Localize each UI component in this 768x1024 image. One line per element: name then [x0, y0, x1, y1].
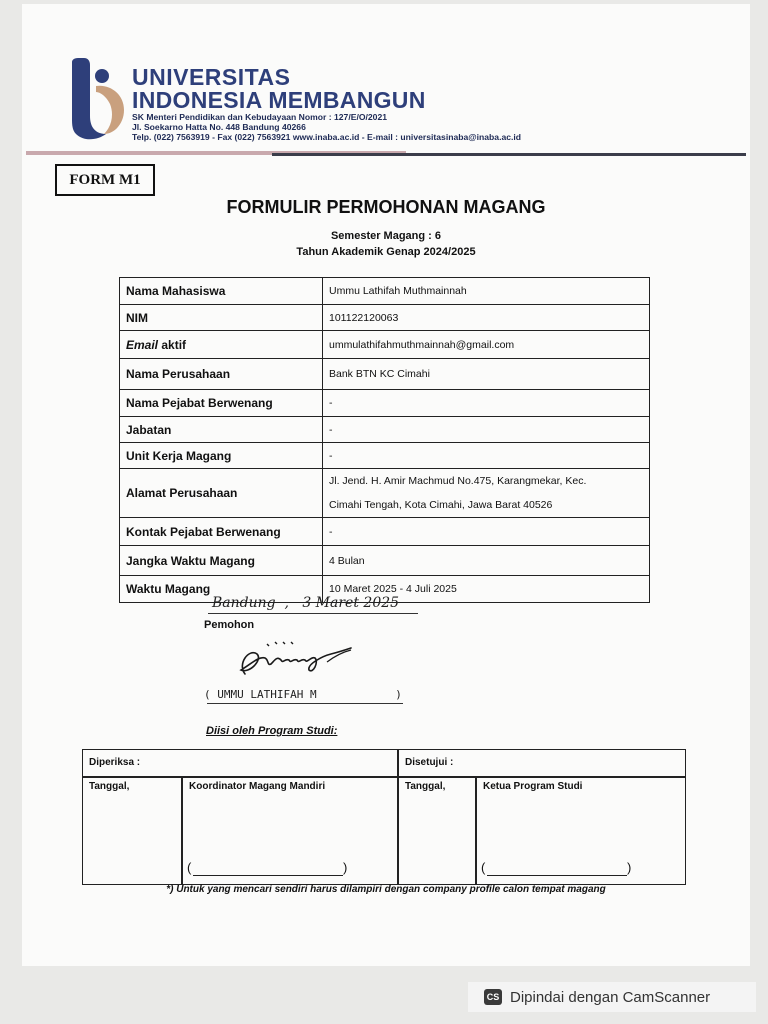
address-line-2: Cimahi Tengah, Kota Cimahi, Jawa Barat 40526	[329, 499, 553, 511]
table-row	[120, 518, 650, 546]
field-value: -	[323, 390, 650, 417]
field-label: Jangka Waktu Magang	[120, 546, 323, 576]
signature-place-date: Bandung , 3 Maret 2025	[212, 595, 400, 611]
field-label: Nama Pejabat Berwenang	[120, 390, 323, 417]
coordinator-close-paren: )	[343, 860, 348, 875]
academic-year-line: Tahun Akademik Genap 2024/2025	[296, 246, 476, 258]
checked-by-label: Diperiksa :	[89, 757, 141, 768]
camscanner-icon: CS	[484, 989, 502, 1005]
student-info-table	[119, 277, 650, 603]
field-label: NIM	[120, 305, 323, 331]
signature-date: 3 Maret 2025	[302, 595, 400, 611]
signature-place: Bandung	[212, 595, 276, 611]
table-row	[120, 469, 650, 518]
table-row	[120, 305, 650, 331]
table-row	[120, 546, 650, 576]
field-label: Unit Kerja Magang	[120, 443, 323, 469]
field-value-address	[323, 469, 650, 518]
field-label-email-em: Email	[126, 337, 159, 352]
university-logo	[66, 58, 136, 142]
applicant-name-underline	[207, 703, 403, 704]
field-value: -	[323, 417, 650, 443]
coordinator-label: Koordinator Magang Mandiri	[189, 781, 326, 792]
applicant-role-label: Pemohon	[204, 619, 255, 631]
field-label: Alamat Perusahaan	[120, 469, 323, 518]
signature-place-underline	[208, 613, 418, 614]
program-section-label: Diisi oleh Program Studi:	[206, 725, 338, 737]
address-line-1: Jl. Jend. H. Amir Machmud No.475, Karangmekar, Kec.	[329, 475, 587, 487]
field-label: Kontak Pejabat Berwenang	[120, 518, 323, 546]
university-address: Jl. Soekarno Hatta No. 448 Bandung 40266	[132, 122, 306, 132]
applicant-name-close-paren: )	[395, 688, 402, 701]
field-value: 101122120063	[323, 305, 650, 331]
document-title: FORMULIR PERMOHONAN MAGANG	[226, 197, 546, 217]
table-row	[120, 331, 650, 359]
field-value: 10 Maret 2025 - 4 Juli 2025	[323, 576, 650, 603]
table-row	[120, 359, 650, 390]
field-value: Ummu Lathifah Muthmainnah	[323, 278, 650, 305]
coordinator-open-paren: (	[187, 860, 192, 875]
head-close-paren: )	[627, 860, 632, 875]
approval-table	[82, 749, 686, 885]
field-label: Waktu Magang	[120, 576, 323, 603]
scanner-badge-text: Dipindai dengan CamScanner	[510, 988, 711, 1006]
field-label-email-rest: aktif	[158, 337, 187, 352]
field-value: -	[323, 443, 650, 469]
field-label-email	[120, 331, 323, 359]
field-value: 4 Bulan	[323, 546, 650, 576]
table-row	[120, 390, 650, 417]
form-code-box: FORM M1	[55, 164, 155, 196]
handwritten-signature	[227, 634, 357, 682]
footnote: *) Untuk yang mencari sendiri harus dilampiri dengan company profile calon tempat magang	[166, 884, 606, 895]
field-value: Bank BTN KC Cimahi	[323, 359, 650, 390]
scanner-badge	[468, 982, 756, 1012]
field-value: ummulathifahmuthmainnah@gmail.com	[323, 331, 650, 359]
university-name-line2: INDONESIA MEMBANGUN	[132, 87, 426, 113]
head-open-paren: (	[481, 860, 486, 875]
table-row	[120, 278, 650, 305]
head-of-program-label: Ketua Program Studi	[483, 781, 583, 792]
table-row	[120, 417, 650, 443]
university-name-line1: UNIVERSITAS	[132, 64, 291, 90]
header-rule	[272, 153, 746, 156]
field-label: Nama Mahasiswa	[120, 278, 323, 305]
date-label-right: Tanggal,	[405, 781, 446, 792]
applicant-name-handwritten: ( UMMU LATHIFAH M )	[204, 688, 402, 701]
semester-line: Semester Magang : 6	[330, 230, 442, 242]
field-label: Jabatan	[120, 417, 323, 443]
table-row	[120, 443, 650, 469]
document-page	[22, 4, 750, 966]
approved-by-label: Disetujui :	[405, 757, 454, 768]
coordinator-name-line	[193, 875, 343, 876]
date-label-left: Tanggal,	[89, 781, 130, 792]
head-name-line	[487, 875, 627, 876]
field-label: Nama Perusahaan	[120, 359, 323, 390]
field-value: -	[323, 518, 650, 546]
university-contact: Telp. (022) 7563919 - Fax (022) 7563921 www.inaba.ac.id - E-mail : universitasinaba@inaba.ac.id	[132, 132, 522, 142]
university-decree: SK Menteri Pendidikan dan Kebudayaan Nomor : 127/E/O/2021	[132, 112, 388, 122]
